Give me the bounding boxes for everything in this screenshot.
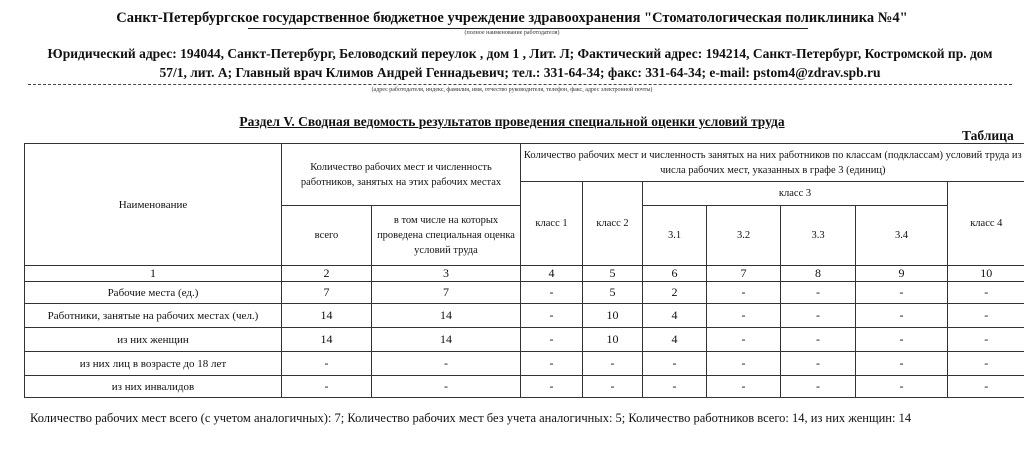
table-cell: - [856, 328, 948, 352]
column-number: 2 [282, 266, 372, 282]
table-cell: - [948, 282, 1024, 304]
row-label: из них инвалидов [25, 376, 282, 398]
header-group-2: Количество рабочих мест и численность занятых на них работников по классам (подклассам) условий труда из числа рабочих мест, указанных в графе 3 (единиц) [521, 144, 1024, 182]
column-number: 5 [583, 266, 643, 282]
header-sub-3-3: 3.3 [781, 206, 856, 266]
column-number: 4 [521, 266, 583, 282]
header-class-2: класс 2 [583, 182, 643, 266]
header-sub-3-4: 3.4 [856, 206, 948, 266]
table-cell: - [282, 352, 372, 376]
column-number: 6 [643, 266, 707, 282]
organization-name: Санкт-Петербургское государственное бюджетное учреждение здравоохранения "Стоматологическая поликлиника №4" [116, 10, 908, 26]
table-cell: - [282, 376, 372, 398]
table-cell: - [643, 376, 707, 398]
table-cell: - [856, 304, 948, 328]
table-cell: - [948, 376, 1024, 398]
table-cell: 4 [643, 328, 707, 352]
address-block [30, 44, 1010, 82]
table-cell: - [583, 376, 643, 398]
header-name: Наименование [25, 144, 282, 266]
row-label: из них лиц в возрасте до 18 лет [25, 352, 282, 376]
table-label: Таблица [962, 128, 1014, 143]
table-cell: - [372, 376, 521, 398]
column-number: 3 [372, 266, 521, 282]
table-cell: 14 [282, 304, 372, 328]
table-cell: - [521, 376, 583, 398]
column-number: 8 [781, 266, 856, 282]
table-cell: - [781, 376, 856, 398]
table-cell: 7 [372, 282, 521, 304]
table-cell: - [707, 328, 781, 352]
table-cell: - [781, 352, 856, 376]
header-class-3: класс 3 [643, 182, 948, 206]
table-cell: 5 [583, 282, 643, 304]
row-label: Рабочие места (ед.) [25, 282, 282, 304]
table-cell: - [781, 304, 856, 328]
table-cell: - [521, 282, 583, 304]
table-row [25, 328, 1024, 352]
table-cell: - [707, 282, 781, 304]
table-row [25, 282, 1024, 304]
table-cell: - [948, 328, 1024, 352]
column-number: 10 [948, 266, 1024, 282]
table-cell: - [781, 328, 856, 352]
table-cell: - [521, 304, 583, 328]
header-assessed: в том числе на которых проведена специальная оценка условий труда [372, 206, 521, 266]
table-cell: - [856, 376, 948, 398]
table-cell: - [856, 282, 948, 304]
table-cell: - [372, 352, 521, 376]
table-row [25, 376, 1024, 398]
header-class-1: класс 1 [521, 182, 583, 266]
table-cell: - [948, 304, 1024, 328]
table-cell: - [781, 282, 856, 304]
table-cell: 10 [583, 304, 643, 328]
address-line-2: 57/1, лит. А; Главный врач Климов Андрей Геннадьевич; тел.: 331-64-34; факс: 331-64-34; e-mail: pstom4@zdrav.spb.ru [159, 65, 881, 80]
table-cell: - [521, 352, 583, 376]
table-cell: 7 [282, 282, 372, 304]
table-row [25, 304, 1024, 328]
table-cell: - [707, 376, 781, 398]
org-caption: (полное наименование работодателя) [464, 30, 560, 36]
address-caption: (адрес работодателя, индекс, фамилия, имя, отчество руководителя, телефон, факс, адрес электронной почты) [371, 87, 653, 93]
table-cell: - [583, 352, 643, 376]
table-cell: - [856, 352, 948, 376]
header-class-4: класс 4 [948, 182, 1024, 266]
row-label: Работники, занятые на рабочих местах (чел.) [25, 304, 282, 328]
table-cell: 14 [372, 304, 521, 328]
address-line-1: Юридический адрес: 194044, Санкт-Петербург, Беловодский переулок , дом 1 , Лит. Л; Фактический адрес: 194214, Санкт-Петербург, Костромской пр. дом [47, 46, 993, 61]
table-cell: - [948, 352, 1024, 376]
summary-footer: Количество рабочих мест всего (с учетом аналогичных): 7; Количество рабочих мест без учета аналогичных: 5; Количество работников всего: 14, из них женщин: 14 [30, 411, 912, 425]
column-number: 1 [25, 266, 282, 282]
header-total: всего [282, 206, 372, 266]
header-sub-3-2: 3.2 [707, 206, 781, 266]
table-cell: 14 [282, 328, 372, 352]
table-cell: - [643, 352, 707, 376]
header-group-1: Количество рабочих мест и численность работников, занятых на этих рабочих местах [282, 144, 521, 206]
table-cell: 14 [372, 328, 521, 352]
table-cell: 4 [643, 304, 707, 328]
section-title: Раздел V. Сводная ведомость результатов проведения специальной оценки условий труда [239, 114, 785, 129]
table-cell: 10 [583, 328, 643, 352]
header-sub-3-1: 3.1 [643, 206, 707, 266]
table-row [25, 352, 1024, 376]
column-number: 9 [856, 266, 948, 282]
table-cell: - [707, 304, 781, 328]
column-number: 7 [707, 266, 781, 282]
row-label: из них женщин [25, 328, 282, 352]
table-cell: 2 [643, 282, 707, 304]
org-underline [248, 28, 808, 29]
table-cell: - [707, 352, 781, 376]
summary-table [24, 143, 1024, 398]
table-cell: - [521, 328, 583, 352]
address-underline [28, 84, 1012, 85]
